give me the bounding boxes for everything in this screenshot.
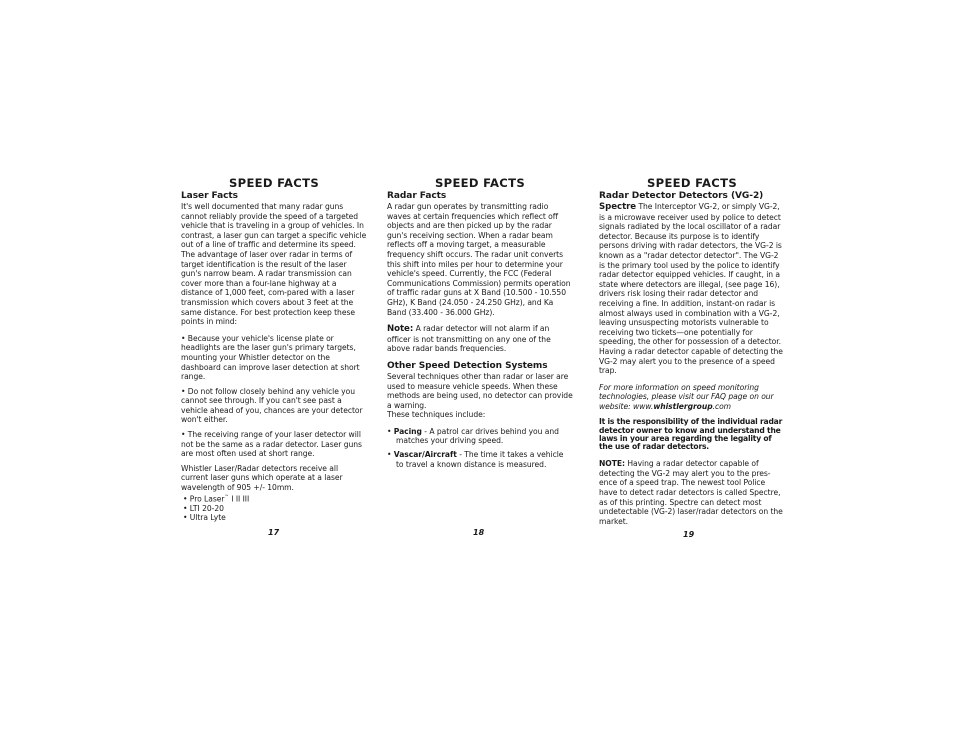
page-title: SPEED FACTS [229,176,319,190]
radar-note [387,324,573,354]
list-item: • Ultra Lyte [183,513,226,523]
laser-bullet-1: • Because your vehicle's license plate or headlights are the laser gun's primary targets, mounting your Whistler detector on the dashboard can improve laser detection at short range. [181,333,360,382]
page-number: 17 [268,528,280,537]
technique-pacing [387,427,573,446]
other-systems-intro: Several techniques other than radar or laser are used to measure vehicle speeds. When these methods are being used, no detector can provide a warning. [387,371,573,410]
note-label: Note: [387,324,414,335]
page-number: 19 [683,530,695,539]
bullet-glyph: • [387,426,394,436]
page-18 [387,176,573,473]
website-suffix: .com [712,401,732,411]
spectre-label: Spectre [599,202,637,212]
faq-text: For more information on speed monitoring technologies, please visit our FAQ page on our website: www. [599,382,774,411]
radar-facts-intro: A radar gun operates by transmitting radio waves at certain frequencies which reflect off objects and are then picked up by the radar gun's receiving section. When a radar beam reflects off a moving target, a measurable frequency shift occurs. The radar unit converts this shift into miles per hour to determine your vehicle's speed. Currently, the FCC (Federal Communications Commission) permits operation of traffic radar guns at X Band (10.500 - 10.550 GHz), K Band (24.050 - 24.250 GHz), and Ka Band (33.400 - 36.000 GHz). [387,202,571,317]
bullet-glyph: • [387,450,394,460]
website-brand: whistlergroup [653,401,713,411]
list-item: • LTI 20-20 [183,503,224,513]
vg2-note [599,459,785,526]
page-19 [599,176,785,533]
technique-desc: - A patrol car drives behind you and matches your driving speed. [396,426,559,446]
technique-name: Vascar/Aircraft [393,450,457,460]
trademark-symbol: ™ [224,494,229,500]
section-heading-vg2: Radar Detector Detectors (VG-2) [599,191,764,201]
other-systems-lead: These techniques include: [387,410,486,420]
laser-bullet-3: • The receiving range of your laser detector will not be the same as a radar detector. Laser guns are most often used at short range. [181,430,362,459]
vg2-intro [599,202,785,376]
technique-name: Pacing [393,426,422,436]
section-heading-laser-facts: Laser Facts [181,191,238,201]
section-heading-radar-facts: Radar Facts [387,191,447,201]
wavelength-note: Whistler Laser/Radar detectors receive all current laser guns which operate at a laser wavelength of 905 +/- 10mm. [181,463,343,493]
note-text: A radar detector will not alarm if an officer is not transmitting on any one of the above radar bands frequencies. [387,324,551,354]
responsibility-notice: It is the responsibility of the individual radar detector owner to know and understand the laws in your area regarding the legality of the use of radar detectors. [599,417,783,452]
technique-desc: - The time it takes a vehicle to travel a known distance is measured. [396,450,564,469]
vg2-intro-text: The Interceptor VG-2, or simply VG-2, is a microwave receiver used by police to detect signals radiated by the local oscillator of a radar detector. Because its purpose is to identify persons driving with radar detectors, the VG-2 is known as a "radar detector detector". The VG-2 is the primary tool used by the police to identify radar detector equipped vehicles. If caught, in a state where detectors are illegal, (see page 16), drivers risk losing their radar detector and receiving a fine. In addition, instant-on radar is almost always used in combination with a VG-2, leaving unsuspecting motorists vulnerable to receiving two tickets—one potentially for speeding, the other for possession of a detector. Having a radar detector capable of detecting the VG-2 may alert you to the presence of a speed trap. [599,202,783,376]
page-title: SPEED FACTS [647,176,737,190]
list-item-label: • Pro Laser [183,494,225,504]
page-title: SPEED FACTS [435,176,525,190]
list-item [183,493,367,504]
note-text: Having a radar detector capable of detecting the VG-2 may alert you to the pres-ence of a speed trap. The newest tool Police have to detect radar detectors is called Spectre, as of this printing. Spectre can detect most undetectable (VG-2) laser/radar detectors on the market. [599,459,783,526]
section-heading-other-systems: Other Speed Detection Systems [387,360,548,371]
laser-bullet-2: • Do not follow closely behind any vehicle you cannot see through. If you can't see past a vehicle ahead of you, chances are your detector won't either. [181,386,363,425]
faq-paragraph [599,383,785,412]
page-17 [181,176,367,523]
note-label: NOTE: [599,459,625,469]
page-number: 18 [473,528,485,537]
laser-gun-list [181,493,367,523]
laser-facts-intro: It's well documented that many radar guns cannot reliably provide the speed of a targeted vehicle that is traveling in a group of vehicles. In contrast, a laser gun can target a specific vehicle out of a line of traffic and determine its speed. The advantage of laser over radar in terms of target identification is the result of the laser gun's narrow beam. A radar transmission can cover more than a four-lane highway at a distance of 1,000 feet, com-pared with a laser transmission which covers about 3 feet at the same distance. For best protection keep these points in mind: [181,202,367,327]
technique-vascar [387,450,573,469]
list-item-versions: I II III [228,494,250,504]
